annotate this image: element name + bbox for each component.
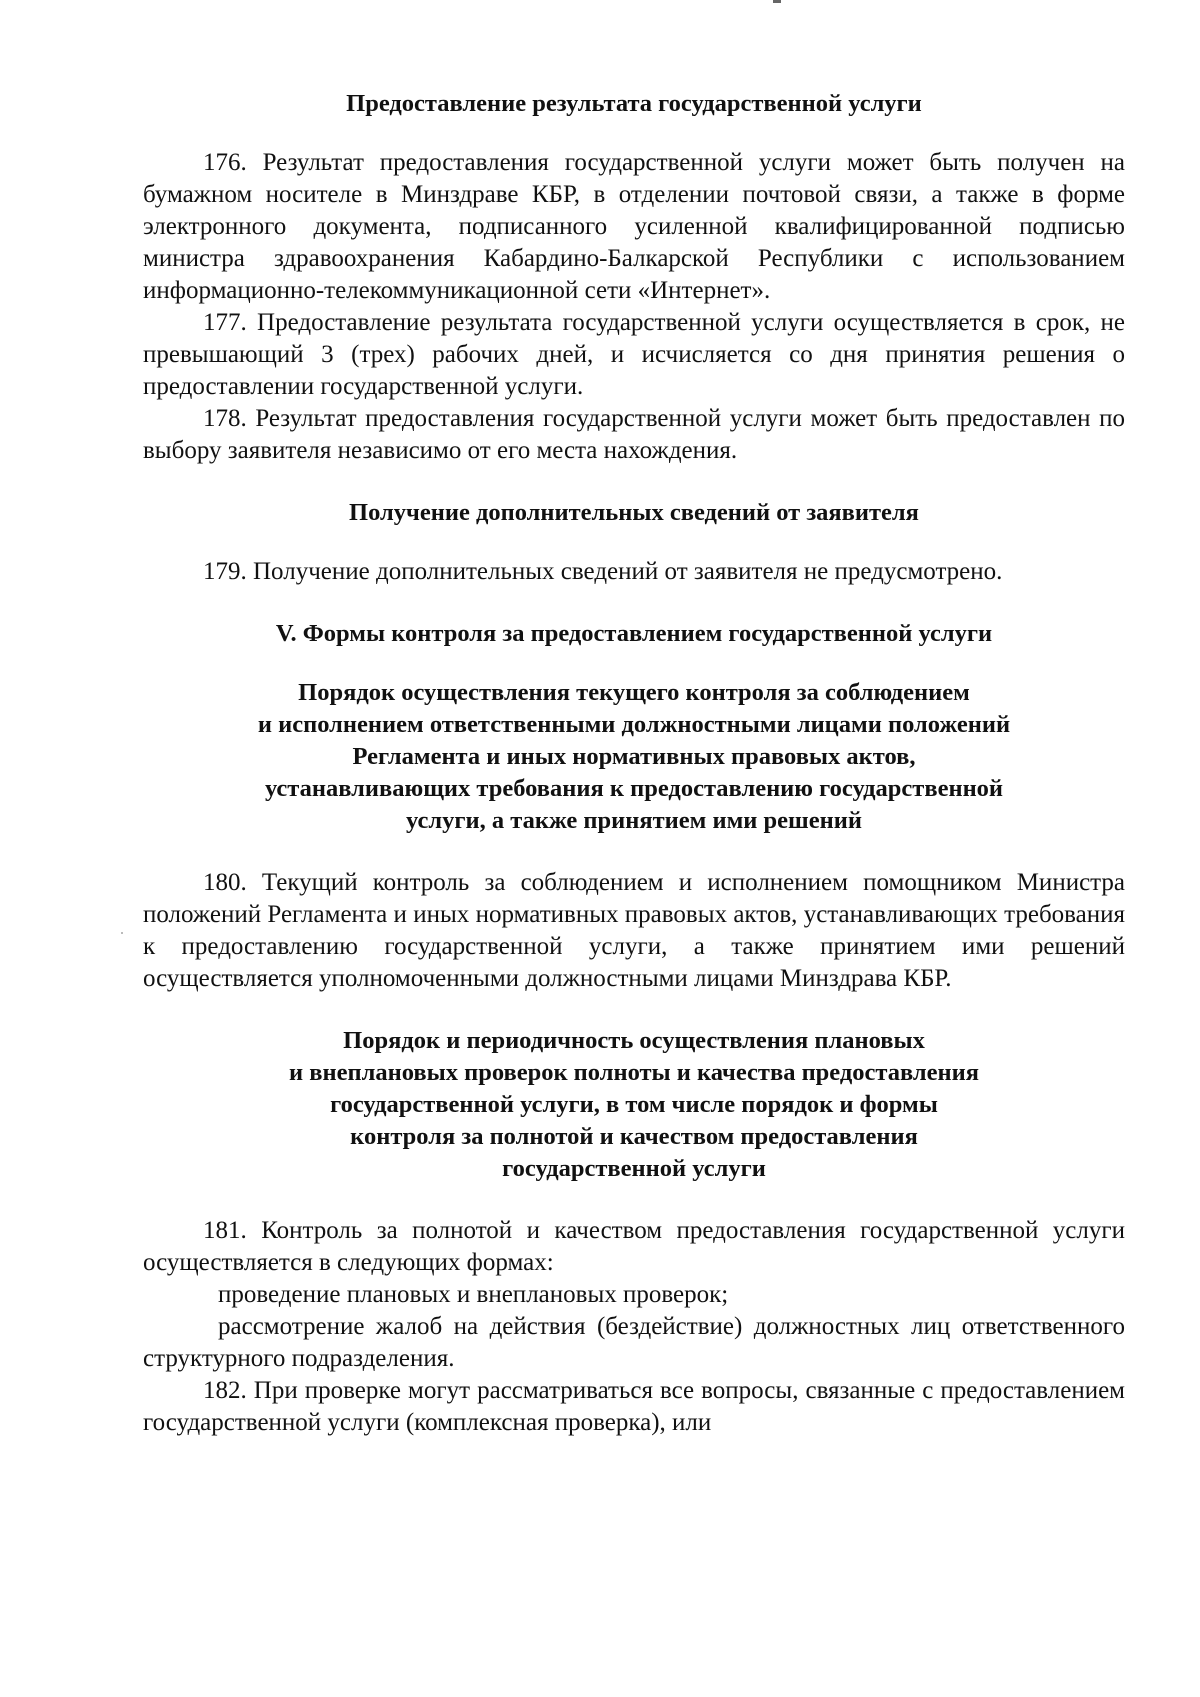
heading-line: Порядок осуществления текущего контроля за соблюдением — [298, 679, 970, 706]
heading-line: Порядок и периодичность осуществления плановых — [343, 1027, 925, 1054]
heading-line: контроля за полнотой и качеством предоставления — [350, 1123, 918, 1150]
heading-inspections — [143, 1025, 1125, 1185]
heading-line: государственной услуги — [502, 1155, 766, 1182]
heading-additional-info: Получение дополнительных сведений от заявителя — [349, 499, 919, 526]
heading-section-v: V. Формы контроля за предоставлением государственной услуги — [275, 620, 993, 647]
paragraph-179: 179. Получение дополнительных сведений от заявителя не предусмотрено. — [203, 558, 1003, 585]
heading-line: и исполнением ответственными должностными лицами положений — [257, 711, 1011, 738]
paragraph-178: 178. Результат предоставления государственной услуги может быть предоставлен по выбору заявителя независимо от его места нахождения. — [143, 405, 1125, 464]
heading-line: устанавливающих требования к предоставлению государственной — [264, 775, 1004, 802]
paragraph-180: 180. Текущий контроль за соблюдением и исполнением помощником Министра положений Регламента и иных нормативных правовых актов, устанавливающих требования к предоставлению государственной услуги, а также принятием ими решений осуществляется уполномоченными должностными лицами Минздрава КБР. — [143, 869, 1125, 992]
paragraph-182: 182. При проверке могут рассматриваться все вопросы, связанные с предоставлением государственной услуги (комплексная проверка), или — [143, 1377, 1125, 1436]
paragraph-177: 177. Предоставление результата государственной услуги осуществляется в срок, не превышающий 3 (трех) рабочих дней, и исчисляется со дня принятия решения о предоставлении государственной услуги. — [143, 309, 1125, 400]
control-form-item: рассмотрение жалоб на действия (бездействие) должностных лиц ответственного структурного подразделения. — [143, 1313, 1125, 1372]
paragraph-181: 181. Контроль за полнотой и качеством предоставления государственной услуги осуществляется в следующих формах: — [143, 1217, 1125, 1276]
heading-line: услуги, а также принятием ими решений — [406, 807, 862, 834]
control-form-item: проведение плановых и внеплановых проверок; — [218, 1281, 729, 1308]
heading-current-control — [143, 677, 1125, 837]
heading-line: и внеплановых проверок полноты и качества предоставления — [289, 1059, 979, 1086]
paragraph-176: 176. Результат предоставления государственной услуги может быть получен на бумажном носителе в Минздраве КБР, в отделении почтовой связи, а также в форме электронного документа, подписанного усиленной квалифицированной подписью министра здравоохранения Кабардино-Балкарской Республики с использованием информационно-телекоммуникационной сети «Интернет». — [143, 149, 1125, 304]
document-page — [143, 88, 1125, 1439]
scan-artifact-mark — [773, 0, 781, 3]
heading-result: Предоставление результата государственной услуги — [346, 90, 922, 117]
heading-line: Регламента и иных нормативных правовых актов, — [352, 743, 916, 770]
scan-artifact-dot — [121, 932, 123, 934]
heading-line: государственной услуги, в том числе порядок и формы — [330, 1091, 938, 1118]
